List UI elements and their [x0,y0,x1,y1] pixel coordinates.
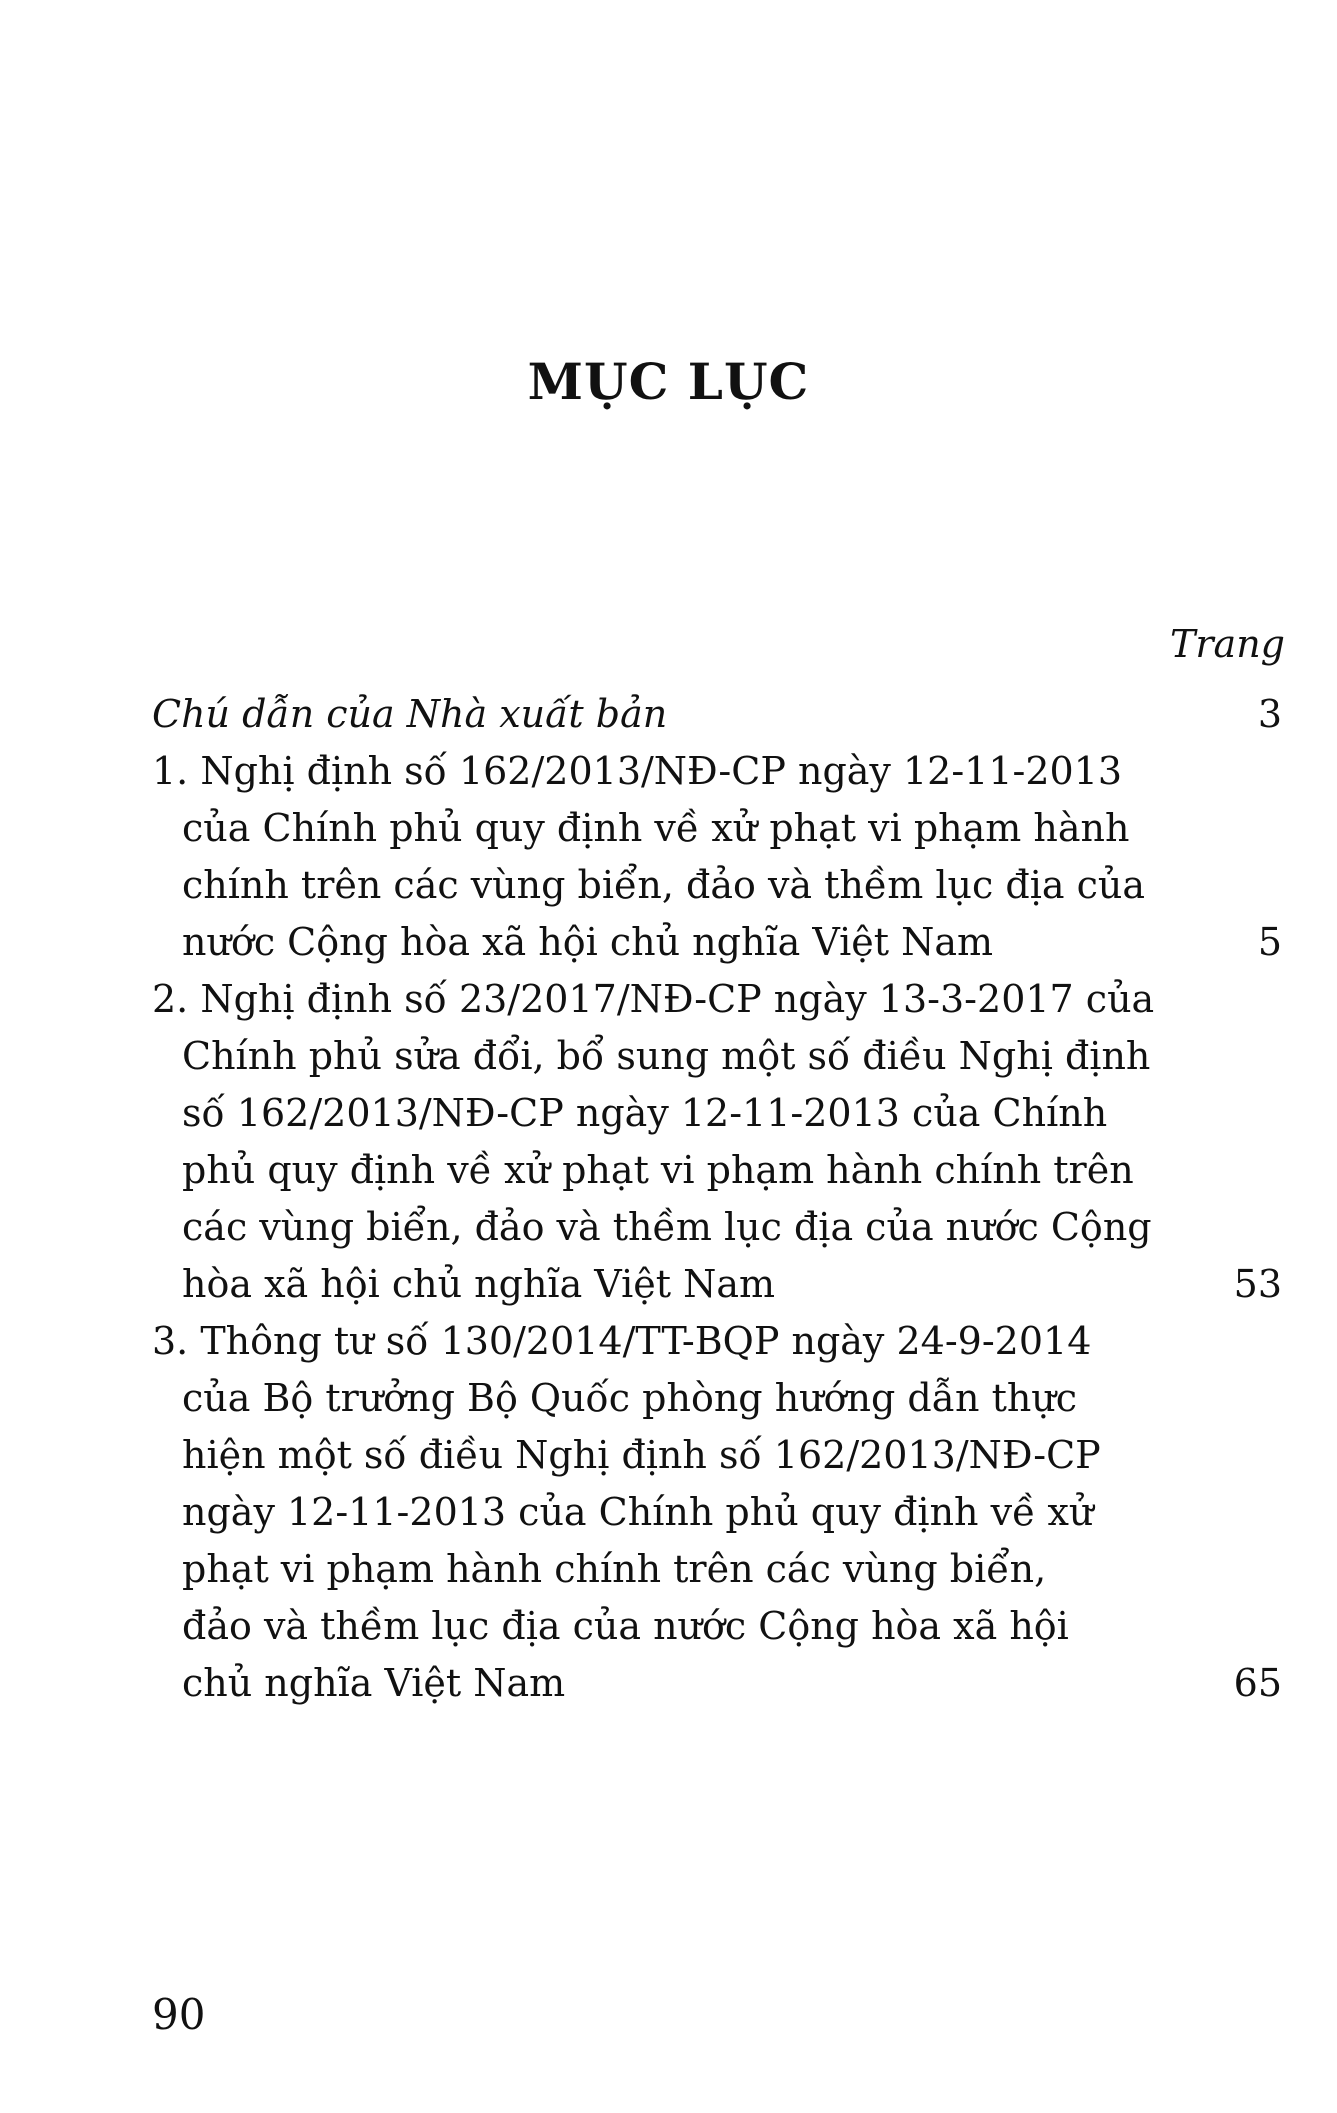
toc-entry-line: phạt vi phạm hành chính trên các vùng biển, [182,1547,1047,1591]
toc-entry-line: Chính phủ sửa đổi, bổ sung một số điều Nghị định [182,1034,1151,1078]
toc-entry-title [152,1313,1282,1712]
toc-entry-circular-130 [152,1313,1282,1712]
toc-entry-line: của Bộ trưởng Bộ Quốc phòng hướng dẫn thực [182,1376,1078,1420]
toc-entry-page: 5 [1257,920,1282,964]
toc-entry-line: các vùng biển, đảo và thềm lục địa của nước Cộng [182,1205,1152,1249]
toc-entry-decree-23 [152,971,1282,1313]
toc-entry-line: đảo và thềm lục địa của nước Cộng hòa xã hội [182,1604,1069,1648]
toc-entry-line: chính trên các vùng biển, đảo và thềm lục địa của [182,863,1146,907]
toc-entry-line: số 162/2013/NĐ-CP ngày 12-11-2013 của Chính [182,1091,1108,1135]
toc-entry-page: 3 [1257,692,1282,736]
toc-entry-line: nước Cộng hòa xã hội chủ nghĩa Việt Nam [182,920,994,964]
toc-entry-line: của Chính phủ quy định về xử phạt vi phạm hành [182,806,1130,850]
toc-entry-line: ngày 12-11-2013 của Chính phủ quy định về xử [182,1490,1094,1534]
page-column-header: Trang [1170,622,1285,666]
toc-entry-title [152,686,1282,743]
toc-entry-line: hòa xã hội chủ nghĩa Việt Nam [182,1262,776,1306]
page-title: MỤC LỤC [527,352,810,411]
toc-entry-decree-162 [152,743,1282,971]
page-number: 90 [152,1990,206,2039]
toc-entry-title [152,971,1282,1313]
toc-entry-line: 1. Nghị định số 162/2013/NĐ-CP ngày 12-11-2013 [152,749,1123,793]
toc-entry-line: 2. Nghị định số 23/2017/NĐ-CP ngày 13-3-2017 của [152,977,1155,1021]
toc-entry-page: 53 [1233,1262,1282,1306]
toc-entry-title [152,743,1282,971]
toc-entry-line: chủ nghĩa Việt Nam [182,1661,566,1705]
toc-entry-publisher-note [152,686,1282,743]
toc-entry-line: phủ quy định về xử phạt vi phạm hành chính trên [182,1148,1134,1192]
table-of-contents [152,686,1282,1712]
toc-entry-line: 3. Thông tư số 130/2014/TT-BQP ngày 24-9-2014 [152,1319,1092,1363]
toc-entry-line: hiện một số điều Nghị định số 162/2013/NĐ-CP [182,1433,1101,1477]
toc-entry-page: 65 [1233,1661,1282,1705]
toc-entry-line: Chú dẫn của Nhà xuất bản [152,692,668,736]
